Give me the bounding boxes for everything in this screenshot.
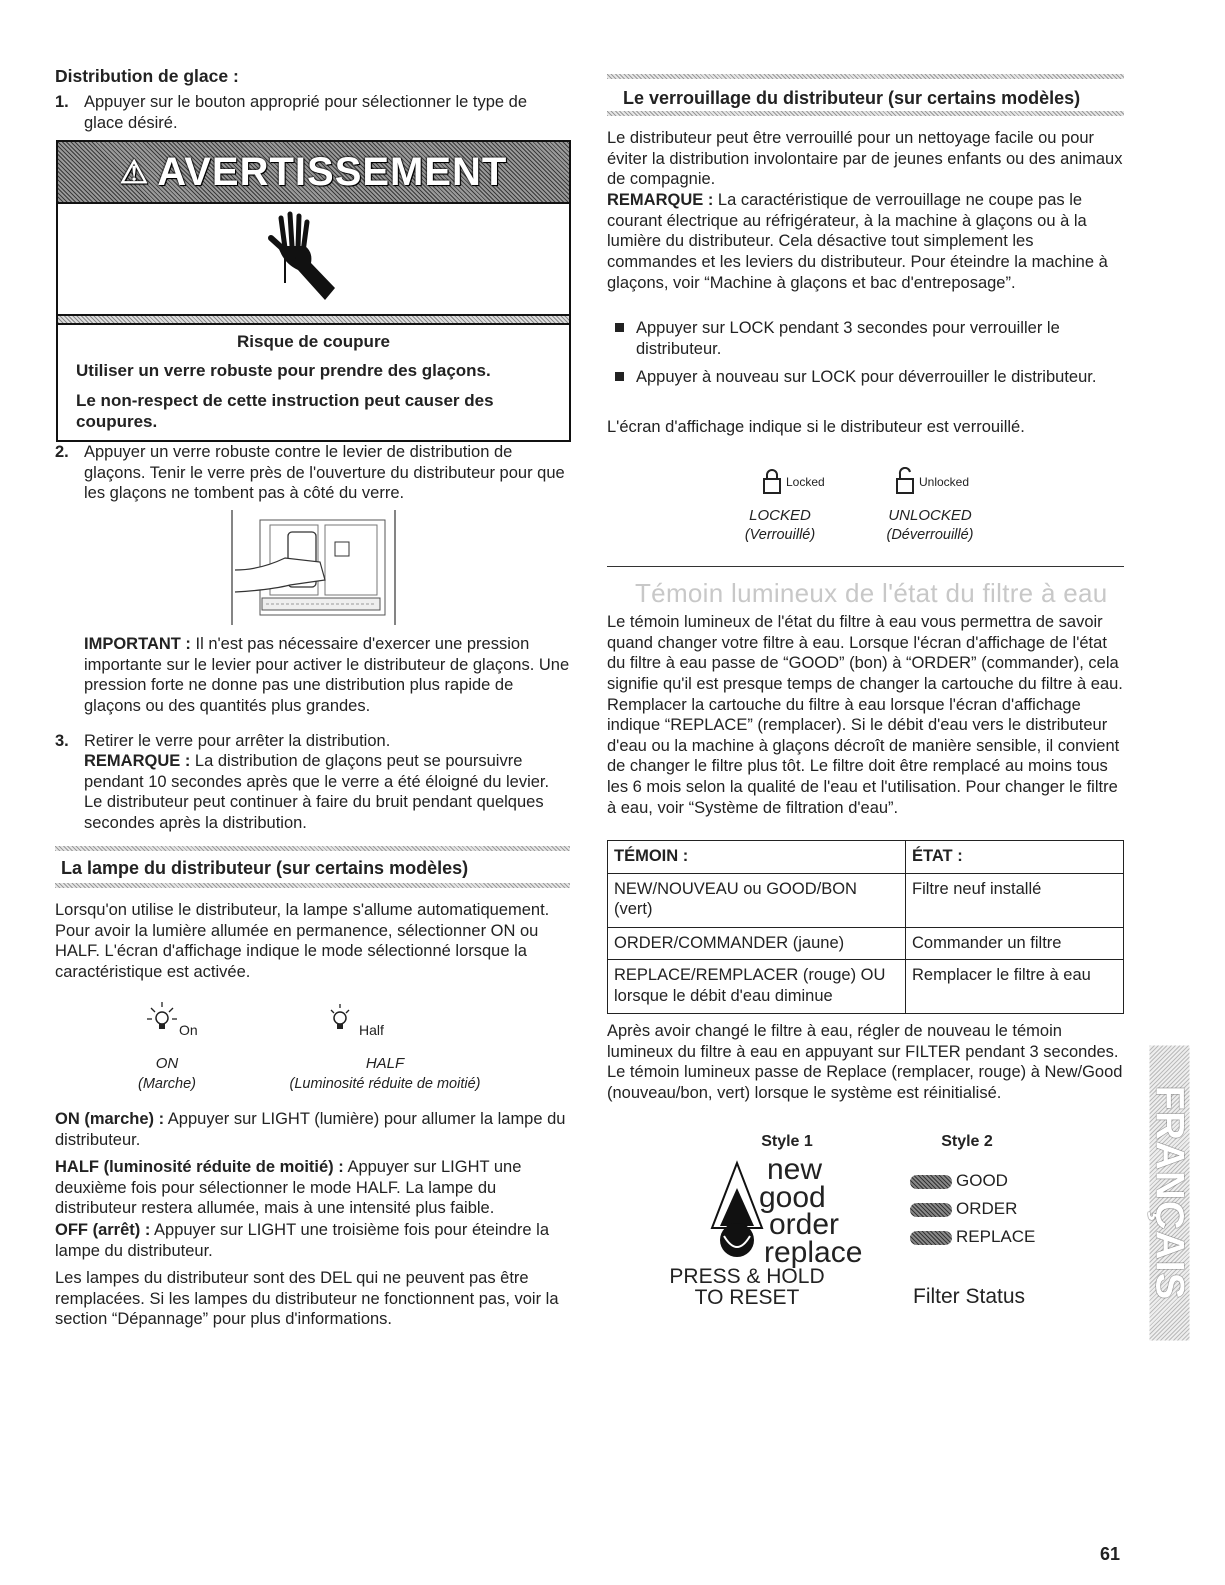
section-divider bbox=[607, 566, 1124, 567]
caption-locked-fr: (Verrouillé) bbox=[744, 527, 816, 543]
warning-line-2: Le non-respect de cette instruction peut causer des coupures. bbox=[76, 390, 494, 431]
remarque-label: REMARQUE : bbox=[84, 752, 191, 770]
bullet-icon bbox=[615, 372, 624, 381]
warning-illustration bbox=[58, 202, 569, 314]
caption-half: HALF bbox=[365, 1055, 405, 1072]
step-1-number: 1. bbox=[55, 93, 69, 111]
dispenser-illustration bbox=[230, 510, 400, 625]
caption-half-fr: (Luminosité réduite de moitié) bbox=[289, 1076, 481, 1092]
indicator-light-icon bbox=[910, 1203, 952, 1217]
warning-box bbox=[56, 140, 571, 442]
off-label: OFF (arrêt) : bbox=[55, 1221, 151, 1239]
style2-replace-label: REPLACE bbox=[956, 1227, 1036, 1246]
style2-good bbox=[910, 1170, 1008, 1191]
on-label: ON (marche) : bbox=[55, 1110, 165, 1128]
remarque-note bbox=[84, 751, 570, 834]
style-2-label: Style 2 bbox=[941, 1133, 993, 1150]
warning-body bbox=[58, 325, 569, 440]
lamp-heading: La lampe du distributeur (sur certains modèles) bbox=[61, 858, 469, 878]
table-row bbox=[608, 960, 1124, 1013]
table-header-row bbox=[608, 841, 1124, 874]
filter-status-table bbox=[607, 840, 1124, 1014]
indicator-light-icon bbox=[910, 1231, 952, 1245]
side-tab-label: FRANÇAIS bbox=[1150, 1046, 1190, 1341]
indicator-light-icon bbox=[910, 1175, 952, 1189]
light-on-indicator bbox=[147, 1000, 227, 1040]
table-row bbox=[608, 927, 1124, 960]
bullet-2-text: Appuyer à nouveau sur LOCK pour déverrouiller le distributeur. bbox=[636, 368, 1097, 386]
important-text: Il n'est pas nécessaire d'exercer une pression importante sur le levier pour activer le distributeur de glaçons. Une pression forte ne donne pas une distribution plus rapide de glaçons ou des quantités plus grandes. bbox=[84, 635, 570, 715]
step-2-text: Appuyer un verre robuste contre le levier de distribution de glaçons. Tenir le verre près de l'ouverture du distributeur pour que les glaçons ne tombent pas à côté du verre. bbox=[84, 443, 565, 503]
caption-locked: LOCKED bbox=[749, 507, 811, 524]
table-cell: NEW/NOUVEAU ou GOOD/BON (vert) bbox=[608, 873, 906, 927]
locked-label: Locked bbox=[786, 475, 825, 489]
step-1-text: Appuyer sur le bouton approprié pour sélectionner le type de glace désiré. bbox=[84, 93, 528, 132]
lamp-intro: Lorsqu'on utilise le distributeur, la lampe s'allume automatiquement. Pour avoir la lumière allumée en permanence, sélectionner ON ou HALF. L'écran d'affichage indique le mode sélectionné lorsque la caractéristique est activée. bbox=[55, 901, 550, 981]
style1-press-hold: PRESS & HOLD bbox=[669, 1265, 825, 1288]
table-cell: REPLACE/REMPLACER (rouge) OU lorsque le débit d'eau diminue bbox=[608, 960, 906, 1013]
style2-good-label: GOOD bbox=[956, 1171, 1008, 1190]
light-bulb-icon bbox=[147, 1000, 177, 1036]
important-note bbox=[84, 634, 570, 717]
table-row bbox=[608, 873, 1124, 927]
reset-text: Après avoir changé le filtre à eau, régler de nouveau le témoin lumineux du filtre à eau en appuyant sur FILTER pendant 3 secondes. Le témoin lumineux passe de Replace (remplacer, rouge) à New/Good (nouveau/bon, vert) lorsque le système est réinitialisé. bbox=[607, 1022, 1123, 1102]
lock-remarque-text: La caractéristique de verrouillage ne coupe pas le courant électrique au réfrigérateur, à la machine à glaçons ou à la lumière du distributeur. Cela désactive tout simplement les commandes et les leviers du distributeur. Pour éteindre la machine à glaçons, voir “Machine à glaçons et bac d'entreposage”. bbox=[607, 191, 1108, 292]
bullet-1-text: Appuyer sur LOCK pendant 3 secondes pour verrouiller le distributeur. bbox=[636, 319, 1060, 358]
warning-line-1: Utiliser un verre robuste pour prendre des glaçons. bbox=[76, 361, 491, 381]
on-text: Appuyer sur LIGHT (lumière) pour allumer la lampe du distributeur. bbox=[55, 1110, 566, 1149]
language-side-tab bbox=[1147, 1045, 1192, 1340]
remarque-text: La distribution de glaçons peut se poursuivre pendant 10 secondes après que le verre a été éloigné du levier. Le distributeur peut continuer à faire du bruit pendant quelques secondes après la distribution. bbox=[84, 752, 550, 832]
important-label: IMPORTANT : bbox=[84, 635, 191, 653]
section-rule-bottom bbox=[55, 883, 570, 888]
table-cell: Remplacer le filtre à eau bbox=[906, 960, 1124, 1013]
light-bulb-icon bbox=[327, 1000, 353, 1036]
page-number: 61 bbox=[1100, 1544, 1121, 1564]
lock-remarque-label: REMARQUE : bbox=[607, 191, 714, 209]
style1-to-reset: TO RESET bbox=[694, 1286, 800, 1309]
style-1-label: Style 1 bbox=[761, 1133, 813, 1150]
table-cell: Commander un filtre bbox=[906, 927, 1124, 960]
half-label: HALF (luminosité réduite de moitié) : bbox=[55, 1158, 344, 1176]
lock-heading: Le verrouillage du distributeur (sur certains modèles) bbox=[623, 88, 1081, 108]
light-half-indicator bbox=[327, 1000, 407, 1040]
unlocked-indicator bbox=[895, 467, 995, 497]
style2-replace bbox=[910, 1226, 1035, 1247]
cut-hand-icon bbox=[263, 208, 353, 308]
table-cell: ORDER/COMMANDER (jaune) bbox=[608, 927, 906, 960]
caption-unlocked: UNLOCKED bbox=[888, 507, 972, 524]
filter-text: Le témoin lumineux de l'état du filtre à eau vous permettra de savoir quand changer votre filtre à eau. Lorsque l'écran d'affichage de l'état du filtre à eau passe de “GOOD” (bon) à “ORDER” (commander), cela signifie qu'il est presque temps de changer la cartouche du filtre à eau. Remplacer la cartouche du filtre à eau lorsque l'écran d'affichage indique “REPLACE” (remplacer). Si le débit d'eau vers le distributeur d'eau ou la machine à glaçons décroît de manière sensible, il convient de changer le filtre plus tôt. Le filtre doit être remplacé au moins tous les 6 mois selon la qualité de l'eau et l'utilisation. Pour changer le filtre à eau, voir “Système de filtration d'eau”. bbox=[607, 613, 1123, 817]
style2-order bbox=[910, 1198, 1017, 1219]
warning-separator bbox=[58, 314, 569, 325]
table-header-cell: TÉMOIN : bbox=[608, 841, 906, 874]
warning-triangle-icon: ⚠ bbox=[119, 154, 150, 190]
style1-replace: replace bbox=[764, 1236, 863, 1269]
step-3-text: Retirer le verre pour arrêter la distribution. bbox=[84, 732, 391, 750]
half-text: Appuyer sur LIGHT une deuxième fois pour sélectionner le mode HALF. La lampe du distributeur restera allumée, mais à une intensité plus faible. bbox=[55, 1158, 522, 1218]
bullet-item bbox=[607, 367, 1124, 388]
on-paragraph bbox=[55, 1109, 570, 1150]
off-paragraph bbox=[55, 1220, 570, 1261]
style1-good: good bbox=[759, 1181, 826, 1214]
warning-risk: Risque de coupure bbox=[236, 332, 391, 351]
bullet-icon bbox=[615, 323, 624, 332]
light-on-label: On bbox=[179, 1022, 198, 1038]
padlock-closed-icon bbox=[762, 467, 782, 495]
warning-title bbox=[58, 142, 569, 202]
lock-intro: Le distributeur peut être verrouillé pour un nettoyage facile ou pour éviter la distribution involontaire par de jeunes enfants ou des animaux de compagnie. bbox=[607, 129, 1123, 189]
style2-filter-status: Filter Status bbox=[913, 1285, 1026, 1308]
lock-display-text: L'écran d'affichage indique si le distributeur est verrouillé. bbox=[607, 418, 1025, 436]
padlock-open-icon bbox=[895, 467, 915, 495]
caption-unlocked-fr: (Déverrouillé) bbox=[886, 527, 974, 543]
led-paragraph: Les lampes du distributeur sont des DEL qui ne peuvent pas être remplacées. Si les lampes du distributeur ne fonctionnent pas, voir la section “Dépannage” pour plus d'informations. bbox=[55, 1269, 559, 1329]
warning-title-text: AVERTISSEMENT bbox=[157, 150, 508, 194]
section-rule-top bbox=[55, 846, 570, 851]
step-2-number: 2. bbox=[55, 443, 69, 461]
locked-indicator bbox=[762, 467, 852, 497]
filter-heading: Témoin lumineux de l'état du filtre à eau bbox=[635, 578, 1108, 608]
bullet-item bbox=[607, 318, 1124, 359]
step-3-number: 3. bbox=[55, 732, 69, 750]
style1-order: order bbox=[769, 1208, 840, 1241]
lock-remarque bbox=[607, 190, 1124, 293]
unlocked-label: Unlocked bbox=[919, 475, 970, 489]
table-header-cell: ÉTAT : bbox=[906, 841, 1124, 874]
style1-new: new bbox=[767, 1153, 823, 1186]
caption-on: ON bbox=[155, 1055, 179, 1072]
ice-heading: Distribution de glace : bbox=[55, 66, 239, 86]
caption-on-fr: (Marche) bbox=[137, 1076, 196, 1092]
section-rule-top bbox=[607, 74, 1124, 79]
half-paragraph bbox=[55, 1157, 570, 1219]
table-cell: Filtre neuf installé bbox=[906, 873, 1124, 927]
light-half-label: Half bbox=[359, 1022, 384, 1038]
section-rule-bottom bbox=[607, 111, 1124, 116]
off-text: Appuyer sur LIGHT une troisième fois pour éteindre la lampe du distributeur. bbox=[55, 1221, 549, 1260]
style2-order-label: ORDER bbox=[956, 1199, 1018, 1218]
